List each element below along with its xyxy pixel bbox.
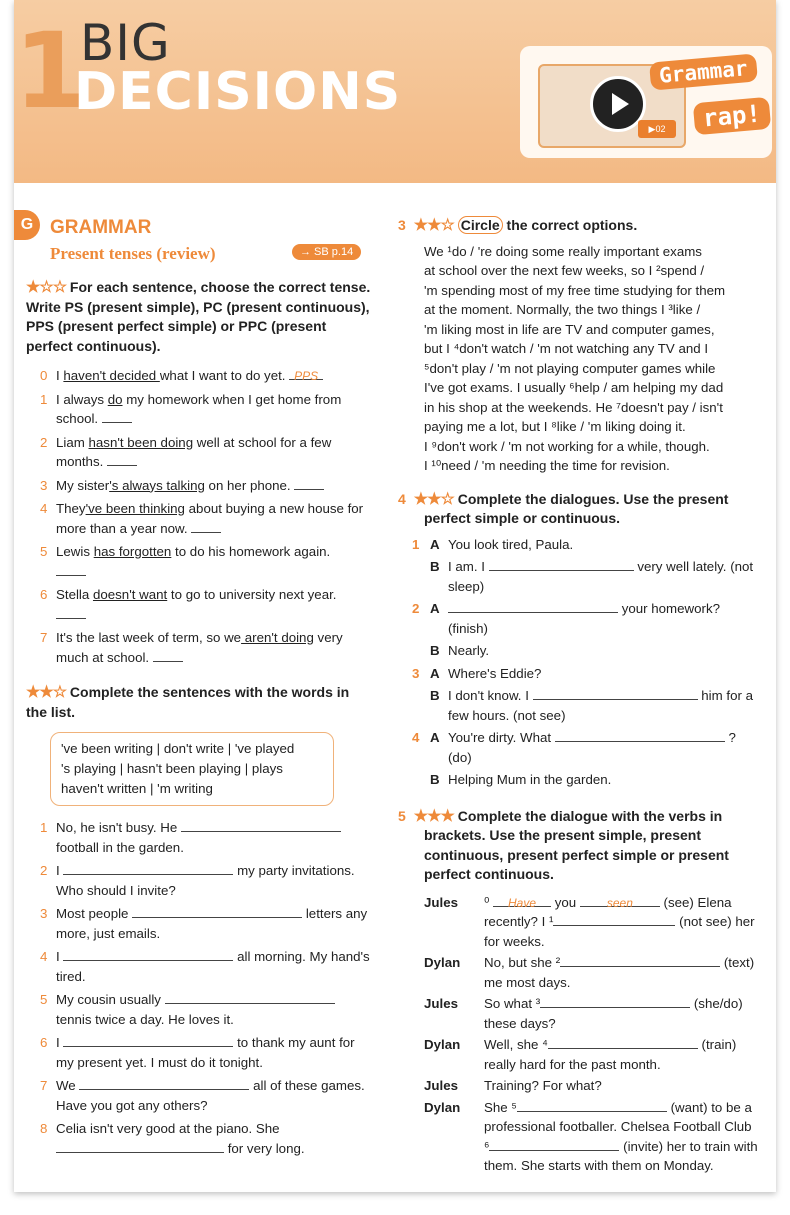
line-text: Training? For what?: [484, 1078, 602, 1093]
speaker: Dylan: [424, 955, 461, 970]
item-text: I always: [56, 391, 108, 407]
ex3-line[interactable]: in his shop at the weekends. He ⁷doesn't pay / isn't: [424, 399, 723, 415]
ex2-item: [26, 990, 371, 1029]
unit-banner: [14, 0, 776, 183]
circle-word: Circle: [458, 216, 503, 234]
ex5-line: [424, 1035, 760, 1074]
video-badge: ▶02: [638, 120, 676, 138]
ex4-dialogue: [398, 664, 760, 684]
line-a: ? (do): [448, 730, 736, 765]
exercise-number: 5: [398, 807, 406, 824]
answer-blank[interactable]: [289, 366, 323, 383]
line-text: No, but she ²: [484, 955, 561, 970]
answer-blank[interactable]: [294, 476, 324, 490]
item-text: all morning. My hand's tired.: [56, 949, 370, 984]
ex5-line: [424, 953, 760, 992]
line-text: Well, she ⁴: [484, 1037, 548, 1052]
line-b: Helping Mum in the garden.: [448, 772, 612, 787]
ex1-item: [26, 585, 371, 624]
ex5-line: [424, 893, 760, 952]
speaker: Jules: [424, 996, 459, 1011]
item-text: I: [56, 1035, 64, 1050]
ex1-item: [26, 628, 371, 667]
item-number: 4: [40, 949, 48, 964]
speaker-a: A: [430, 665, 440, 681]
example-answer: PPS: [294, 369, 319, 383]
item-number: 4: [40, 501, 48, 516]
line-a: You're dirty. What: [448, 730, 555, 745]
unit-title-line2: DECISIONS: [74, 62, 402, 122]
speaker-a: A: [430, 536, 440, 552]
ex2-item: [26, 861, 371, 900]
line-a: Where's Eddie?: [448, 665, 542, 681]
ex1-stars-icon: ★☆☆: [26, 279, 67, 296]
item-text: for very long.: [227, 1140, 305, 1156]
ex2-item: [26, 947, 371, 986]
item-text: Celia isn't very good at the piano. She: [56, 1121, 280, 1136]
item-number: 6: [40, 1035, 48, 1050]
answer-blank[interactable]: [63, 947, 233, 961]
rap-label-grammar: Grammar: [649, 53, 758, 90]
ex3-line[interactable]: I ⁹don't work / 'm not working for a while, though.: [424, 438, 710, 454]
ex3-line[interactable]: We ¹do / 're doing some really important exams: [424, 243, 702, 259]
word-list-line: 've been writing | don't write | 've played: [61, 741, 295, 756]
item-text: my party invitations. Who should I invite?: [56, 863, 355, 898]
answer-blank[interactable]: [533, 686, 698, 700]
item-number: 5: [40, 992, 48, 1007]
rap-label-rap: rap!: [693, 97, 771, 135]
speaker-b: B: [430, 643, 440, 658]
item-text: My sister: [56, 477, 110, 493]
ex1-item: [26, 499, 371, 538]
answer-blank[interactable]: [560, 953, 720, 967]
line-b: very well lately. (not sleep): [448, 559, 754, 594]
ex5-instruction-text: Complete the dialogue with the verbs in brackets. Use the present simple, present continuous, present perfect simple or present perfect continuous.: [424, 807, 729, 882]
item-text: all of these games. Have you got any others?: [56, 1078, 365, 1113]
ex2-instruction: [26, 683, 371, 722]
answer-blank[interactable]: [79, 1076, 249, 1090]
word-list-line: 's playing | hasn't been playing | plays: [61, 761, 283, 776]
line-text: you: [551, 894, 580, 910]
answer-blank[interactable]: [107, 452, 137, 466]
item-text: football in the garden.: [56, 839, 184, 855]
exercise-number: 4: [398, 490, 406, 507]
ex4-dialogue: [398, 686, 760, 725]
answer-blank[interactable]: [548, 1035, 698, 1049]
section-title: GRAMMAR: [50, 217, 152, 238]
answer-blank[interactable]: [580, 893, 660, 910]
item-text: Stella: [56, 587, 93, 602]
ex5-stars-icon: ★★★: [413, 807, 454, 825]
line-text: (invite) her to train with them. She starts with them on Monday.: [484, 1138, 758, 1173]
underlined-verb: doesn't want: [92, 587, 168, 602]
item-number: 5: [40, 544, 48, 559]
ex2-stars-icon: ★★☆: [26, 684, 67, 701]
ex5-instruction: [398, 807, 760, 885]
ex3-line[interactable]: ⁵don't play / 'm not playing computer games while: [424, 360, 716, 376]
line-b: I don't know. I: [448, 688, 533, 703]
line-text: (text) me most days.: [484, 955, 755, 990]
item-number: 3: [40, 906, 48, 921]
line-b: Nearly.: [448, 643, 490, 658]
line-b: him for a few hours. (not see): [448, 688, 754, 723]
example-answer: seen: [606, 895, 633, 910]
speaker-a: A: [430, 730, 440, 745]
item-text: My cousin usually: [56, 992, 165, 1007]
item-text: letters any more, just emails.: [56, 906, 368, 941]
answer-blank[interactable]: [56, 562, 86, 576]
underlined-verb: do: [107, 391, 123, 407]
exercise-number: 3: [398, 217, 406, 233]
ex4-dialogue: [398, 557, 760, 596]
example-answer: Have: [508, 895, 537, 910]
ex4-instruction: [398, 490, 760, 529]
line-text: (she/do) these days?: [484, 996, 743, 1031]
item-number: 1: [40, 391, 48, 407]
ex5-line: [424, 1076, 760, 1096]
item-text: tennis twice a day. He loves it.: [56, 1011, 234, 1027]
answer-blank[interactable]: [153, 648, 183, 662]
line-text: (train) really hard for the past month.: [484, 1037, 737, 1072]
item-number: 4: [412, 730, 420, 745]
line-text: (see) Elena recently? I ¹: [484, 894, 732, 929]
ex3-line[interactable]: but I ⁴don't watch / 'm not watching any TV and I: [424, 341, 709, 356]
item-text: my homework when I get home from school.: [56, 391, 342, 426]
ex3-stars-icon: ★★☆: [413, 217, 454, 234]
item-text: I: [56, 863, 64, 878]
answer-blank[interactable]: [489, 1137, 619, 1151]
answer-blank[interactable]: [540, 994, 690, 1008]
item-text: I: [56, 368, 64, 383]
grammar-icon: G: [14, 210, 40, 240]
line-text: So what ³: [484, 996, 541, 1011]
item-text: No, he isn't busy. He: [56, 820, 181, 835]
ex1-instruction-text: For each sentence, choose the correct tense. Write PS (present simple), PC (present continuous), PPS (present perfect simple) or PPC (present perfect continuous).: [26, 279, 371, 354]
speaker-a: A: [430, 601, 440, 616]
left-column: [26, 278, 371, 1162]
ex5-dialogue: [398, 893, 760, 1176]
ex3-line[interactable]: at the moment. Normally, the two things I ³like /: [424, 302, 701, 317]
ex2-item: [26, 1076, 371, 1115]
ex3-line[interactable]: I've got exams. I usually ⁶help / am helping my dad: [424, 380, 724, 395]
speaker: Dylan: [424, 1099, 461, 1115]
ex3-line[interactable]: at school over the next few weeks, so I ²spend /: [424, 263, 705, 278]
ex4-instruction-text: Complete the dialogues. Use the present perfect simple or continuous.: [424, 490, 729, 526]
answer-blank[interactable]: [553, 912, 675, 926]
item-text: We: [56, 1078, 80, 1093]
speaker: Jules: [424, 894, 459, 910]
ex4-stars-icon: ★★☆: [413, 490, 454, 508]
item-text: on her phone.: [204, 477, 291, 493]
item-text: It's the last week of term, so we: [56, 630, 242, 645]
right-column: [398, 216, 760, 1178]
item-text: Liam: [56, 434, 89, 450]
ex3-line[interactable]: 'm liking most in life are TV and computer games,: [424, 321, 715, 337]
ex4-dialogue: [398, 535, 760, 555]
item-number: 3: [40, 477, 48, 493]
underlined-verb: hasn't been doing: [88, 434, 194, 450]
ex4-dialogue: [398, 770, 760, 790]
ex5-line: [424, 994, 760, 1033]
answer-blank[interactable]: [517, 1098, 667, 1112]
ex1-item: [26, 433, 371, 472]
item-text: to do his homework again.: [171, 544, 331, 559]
underlined-verb: 've been thinking: [85, 501, 185, 516]
speaker-b: B: [430, 559, 440, 574]
item-text: well at school for a few months.: [56, 434, 332, 469]
item-number: 7: [40, 630, 48, 645]
ex1-item: [26, 390, 371, 429]
ex1-item: [26, 476, 371, 496]
answer-blank[interactable]: [165, 990, 335, 1004]
word-list-box: [50, 732, 334, 806]
ex5-line: [424, 1098, 760, 1176]
line-text: (not see) her for weeks.: [484, 914, 755, 949]
answer-blank[interactable]: [191, 519, 221, 533]
ex3-line[interactable]: paying me a lot, but I ⁸like / 'm liking doing it.: [424, 419, 686, 434]
answer-blank[interactable]: [555, 728, 725, 742]
ex3-instruction-text: the correct options.: [502, 217, 638, 233]
answer-blank[interactable]: [56, 605, 86, 619]
line-a: You look tired, Paula.: [448, 536, 574, 552]
ex3-line[interactable]: I ¹⁰need / 'm needing the time for revision.: [424, 458, 670, 473]
item-number: 8: [40, 1121, 48, 1136]
ex3-instruction: [398, 216, 760, 236]
ex2-item: [26, 904, 371, 943]
section-subtitle: Present tenses (review): [50, 244, 216, 263]
item-text: Most people: [56, 906, 133, 921]
unit-title-line1: BIG: [80, 14, 171, 72]
ex4-dialogue: [398, 728, 760, 767]
line-text: (want) to be a professional footballer. Chelsea Football Club ⁶: [484, 1099, 752, 1154]
item-text: They: [56, 501, 86, 516]
student-book-reference: → SB p.14: [292, 244, 361, 260]
ex2-item: [26, 818, 371, 857]
answer-blank[interactable]: [63, 861, 233, 875]
line-text: ⁰: [484, 894, 494, 910]
answer-blank[interactable]: [63, 1033, 233, 1047]
item-text: to thank my aunt for my present yet. I must do it tonight.: [56, 1035, 355, 1070]
speaker-b: B: [430, 772, 440, 787]
line-text: She ⁵: [484, 1099, 517, 1115]
speaker: Dylan: [424, 1037, 461, 1052]
answer-blank[interactable]: [181, 818, 341, 832]
answer-blank[interactable]: [56, 1139, 224, 1153]
unit-number: 1: [14, 10, 87, 132]
item-number: 0: [40, 368, 48, 383]
ex2-item: [26, 1119, 371, 1158]
ex2-item: [26, 1033, 371, 1072]
workbook-page: [14, 0, 776, 1192]
ex2-instruction-text: Complete the sentences with the words in the list.: [26, 684, 350, 720]
item-number: 1: [40, 820, 48, 835]
answer-blank[interactable]: [102, 409, 132, 423]
answer-blank[interactable]: [493, 893, 551, 910]
ex3-line[interactable]: 'm spending most of my free time studying for them: [424, 282, 726, 298]
answer-blank[interactable]: [448, 599, 618, 613]
item-text: about buying a new house for more than a year now.: [56, 501, 364, 536]
item-text: Lewis: [56, 544, 94, 559]
underlined-verb: aren't doing: [241, 630, 314, 645]
line-a: your homework? (finish): [448, 601, 720, 636]
underlined-verb: 's always talking: [109, 477, 205, 493]
item-number: 7: [40, 1078, 48, 1093]
answer-blank[interactable]: [132, 904, 302, 918]
ex1-item: [26, 366, 371, 386]
item-text: to go to university next year.: [167, 587, 337, 602]
ex3-text: [398, 242, 760, 476]
item-number: 3: [412, 665, 420, 681]
item-text: very much at school.: [56, 630, 343, 665]
ex4-dialogue: [398, 641, 760, 661]
item-text: what I want to do yet.: [159, 368, 286, 383]
item-number: 2: [412, 601, 420, 616]
item-number: 2: [40, 434, 48, 450]
speaker-b: B: [430, 688, 440, 703]
line-b: I am. I: [448, 559, 489, 574]
ex1-instruction: [26, 278, 371, 356]
item-number: 1: [412, 536, 420, 552]
item-text: I: [56, 949, 64, 964]
underlined-verb: has forgotten: [93, 544, 172, 559]
word-list-line: haven't written | 'm writing: [61, 781, 213, 796]
ex1-item: [26, 542, 371, 581]
ex4-dialogue: [398, 599, 760, 638]
speaker: Jules: [424, 1078, 459, 1093]
underlined-verb: haven't decided: [63, 368, 160, 383]
item-number: 6: [40, 587, 48, 602]
item-number: 2: [40, 863, 48, 878]
answer-blank[interactable]: [489, 557, 634, 571]
